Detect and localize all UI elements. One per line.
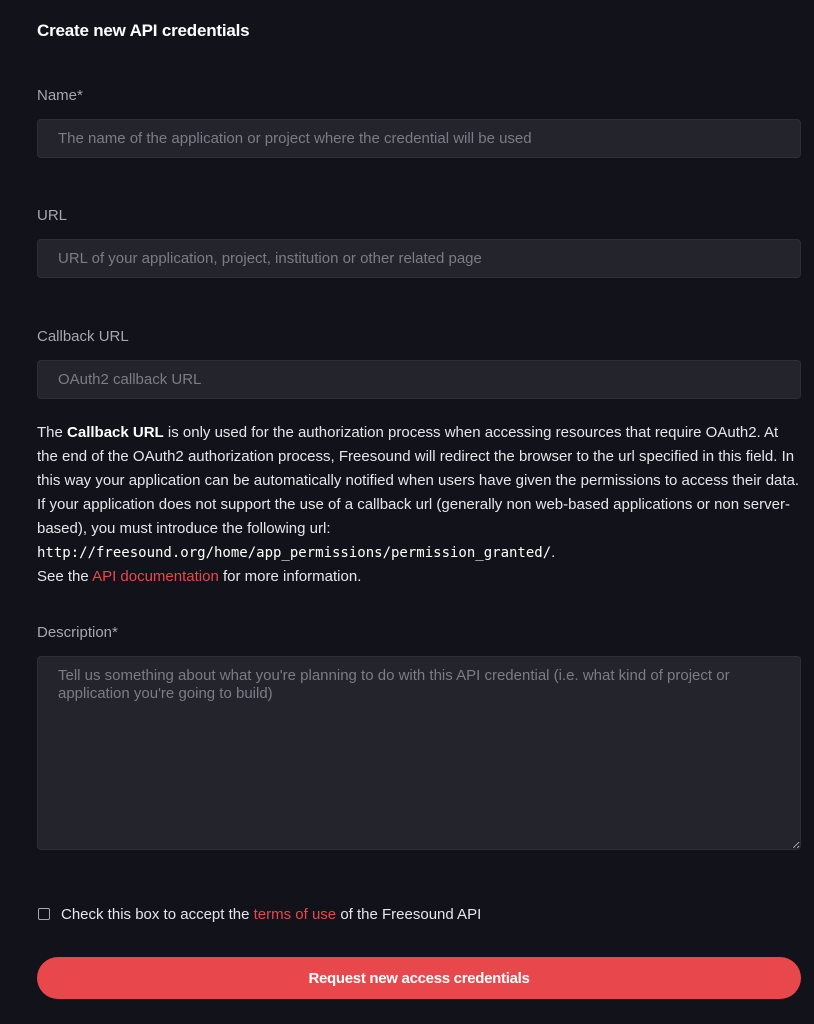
help-text-part: The	[37, 424, 68, 441]
terms-suffix: of the Freesound API	[340, 905, 482, 923]
terms-prefix: Check this box to accept the	[61, 905, 250, 923]
terms-row	[37, 902, 481, 926]
help-text-part: is only used for the authorization process when accessing resources that require OAuth2. At the end of the OAuth2 authorization process, Freesound will redirect the browser to the url specified in this field. In this way your application can be automatically notified when users have given the permissions to access their data. If your application does not support the use of a callback url (generally non web-based applications or non server-based), you must introduce the following url:	[37, 424, 800, 537]
help-see-suffix: for more information.	[218, 568, 362, 585]
permission-granted-url: http://freesound.org/home/app_permissions/permission_granted/	[37, 545, 552, 561]
help-text-part: .	[551, 544, 556, 561]
callback-url-label: Callback URL	[37, 328, 129, 345]
description-textarea[interactable]	[37, 656, 801, 850]
terms-of-use-link[interactable]: terms of use	[253, 905, 337, 923]
api-documentation-link[interactable]: API documentation	[92, 568, 219, 585]
url-label: URL	[37, 207, 68, 224]
url-input[interactable]	[37, 239, 801, 278]
callback-url-input[interactable]	[37, 360, 801, 399]
name-label: Name*	[37, 87, 83, 104]
help-see-prefix: See the	[37, 568, 93, 585]
terms-checkbox[interactable]	[38, 908, 50, 920]
name-input[interactable]	[37, 119, 801, 158]
page-title: Create new API credentials	[37, 21, 250, 40]
description-label: Description*	[37, 624, 118, 641]
request-credentials-button[interactable]: Request new access credentials	[37, 957, 801, 999]
help-callback-url-bold: Callback URL	[67, 424, 164, 441]
callback-url-help-text	[37, 421, 801, 589]
